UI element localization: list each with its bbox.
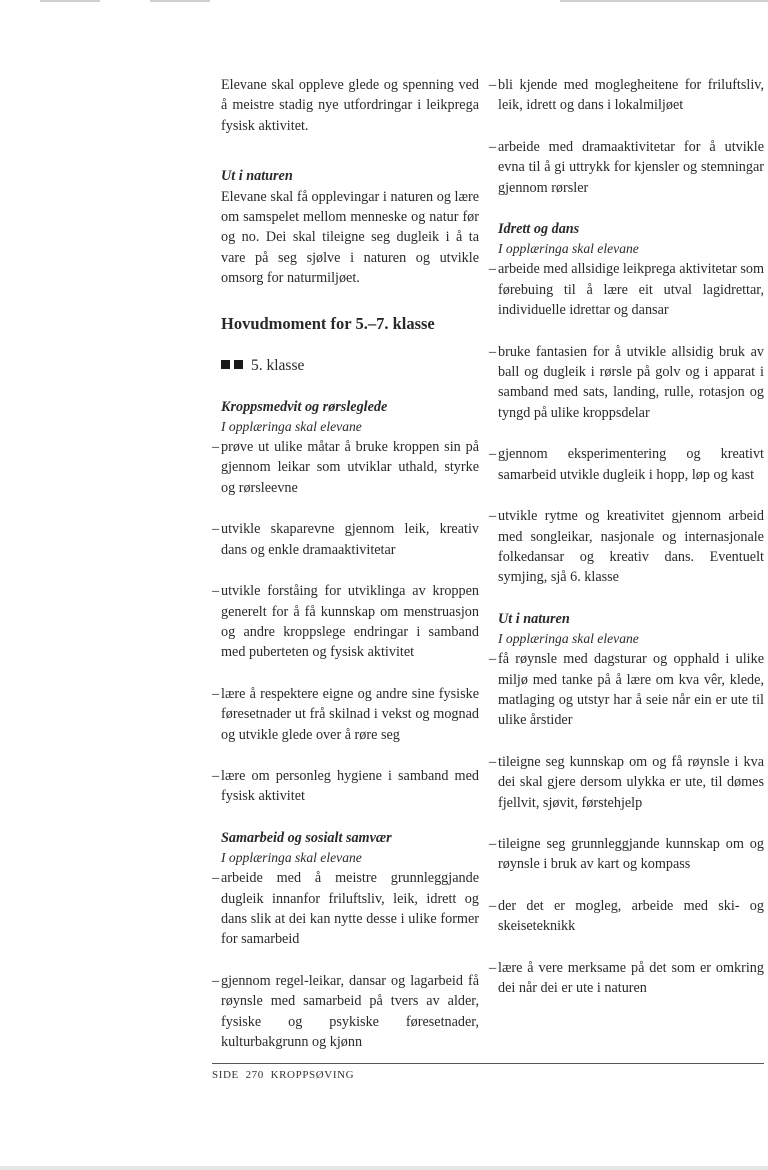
square-bullet-icon <box>234 360 243 369</box>
right-column <box>498 75 764 1019</box>
list-item: – arbeide med allsidige leikprega aktivitetar som førebuing til å lære eit utval lagidrettar, individuelle idrettar og dansar <box>498 259 764 320</box>
section-subheading: I opplæringa skal elevane <box>221 850 362 866</box>
bottom-edge <box>0 1166 768 1170</box>
list-item: – utvikle forståing for utviklinga av kroppen generelt for å få kunnskap om menstruasjon og andre kroppslege endringar i samband med puberteten og fysisk aktivitet <box>221 581 479 663</box>
page-footer <box>212 1069 354 1081</box>
list-item: – utvikle skaparevne gjennom leik, kreativ dans og enkle dramaaktivitetar <box>221 519 479 560</box>
section-body-awareness <box>221 397 479 807</box>
list-item: – lære om personleg hygiene i samband med fysisk aktivitet <box>221 766 479 807</box>
bullet-list <box>221 868 479 1052</box>
section-outdoors <box>498 609 764 999</box>
list-item: – bruke fantasien for å utvikle allsidig bruk av ball og dugleik i rørsle på golv og i apparat i samband med sats, landing, rulle, rotasjon og tyngd på ulike kroppsdelar <box>498 342 764 424</box>
footer-subject: KROPPSØVING <box>270 1069 355 1081</box>
top-edge-right <box>560 0 768 2</box>
list-item: – utvikle rytme og kreativitet gjennom arbeid med songleikar, nasjonale og internasjonale folkedansar og kreativ dans. Eventuelt symjing, sjå 6. klasse <box>498 506 764 588</box>
bullet-list <box>498 649 764 998</box>
page-number: 270 <box>245 1069 264 1081</box>
bullet-list <box>498 75 764 198</box>
main-heading: Hovudmoment for 5.–7. klasse <box>221 313 435 333</box>
section-subheading: I opplæringa skal elevane <box>498 631 639 647</box>
nature-intro-block <box>221 166 479 288</box>
top-edge-left <box>40 0 100 2</box>
square-bullet-icon <box>221 360 230 369</box>
list-item: – bli kjende med moglegheitene for friluftsliv, leik, idrett og dans i lokalmiljøet <box>498 75 764 116</box>
intro-paragraph: Elevane skal oppleve glede og spenning ved å meistre stadig nye utfordringar i leikprega fysisk aktivitet. <box>221 77 479 134</box>
bullet-list <box>498 259 764 587</box>
list-item: – arbeide med dramaaktivitetar for å utvikle evna til å gi uttrykk for kjensler og stemningar gjennom rørsler <box>498 137 764 198</box>
section-sports-dance <box>498 219 764 588</box>
footer-rule <box>212 1063 764 1064</box>
nature-paragraph: Elevane skal få opplevingar i naturen og lære om samspelet mellom menneske og natur før og no. Dei skal tileigne seg dugleik i å ta vare på seg sjølve i naturen og utvikle omsorg for naturmiljøet. <box>221 188 479 287</box>
list-item: – lære å respektere eigne og andre sine fysiske føresetnader ut frå skilnad i vekst og mognad og utvikle glede over å røre seg <box>221 684 479 745</box>
list-item: – tileigne seg grunnleggjande kunnskap om og røynsle i bruk av kart og kompass <box>498 834 764 875</box>
nature-heading: Ut i naturen <box>221 168 293 185</box>
section-subheading: I opplæringa skal elevane <box>498 241 639 257</box>
section-cooperation <box>221 828 479 1053</box>
list-item: – tileigne seg kunnskap om og få røynsle i kva dei skal gjere dersom ulykka er ute, til dømes fjellvit, sjøvit, førstehjelp <box>498 752 764 813</box>
footer-side-label: SIDE <box>212 1069 239 1081</box>
left-column <box>221 75 479 1073</box>
list-item: – gjennom eksperimentering og kreativt samarbeid utvikle dugleik i hopp, løp og kast <box>498 444 764 485</box>
grade-heading <box>221 355 479 377</box>
list-item: – få røynsle med dagsturar og opphald i ulike miljø med tanke på å lære om kva vêr, klede, matlaging og utstyr har å seie når ein er ute til ulike årstider <box>498 649 764 731</box>
section-heading: Idrett og dans <box>498 221 580 238</box>
list-item: – gjennom regel-leikar, dansar og lagarbeid få røynsle med samarbeid på tvers av alder, fysiske og psykiske føresetnader, kulturbakgrunn og kjønn <box>221 971 479 1053</box>
top-edge-mid <box>150 0 210 2</box>
grade-label: 5. klasse <box>251 356 305 374</box>
section-heading: Ut i naturen <box>498 610 570 627</box>
section-heading: Samarbeid og sosialt samvær <box>221 829 392 846</box>
section-heading: Kroppsmedvit og rørsleglede <box>221 398 388 415</box>
list-item: – prøve ut ulike måtar å bruke kroppen sin på gjennom leikar som utviklar uthald, styrke og rørsleevne <box>221 437 479 498</box>
section-subheading: I opplæringa skal elevane <box>221 419 362 435</box>
list-item: – der det er mogleg, arbeide med ski- og skeiseteknikk <box>498 896 764 937</box>
bullet-list <box>221 437 479 807</box>
list-item: – arbeide med å meistre grunnleggjande dugleik innanfor friluftsliv, leik, idrett og dans slik at dei kan nytte desse i ulike former for samarbeid <box>221 868 479 950</box>
list-item: – lære å vere merksame på det som er omkring dei når dei er ute i naturen <box>498 958 764 999</box>
